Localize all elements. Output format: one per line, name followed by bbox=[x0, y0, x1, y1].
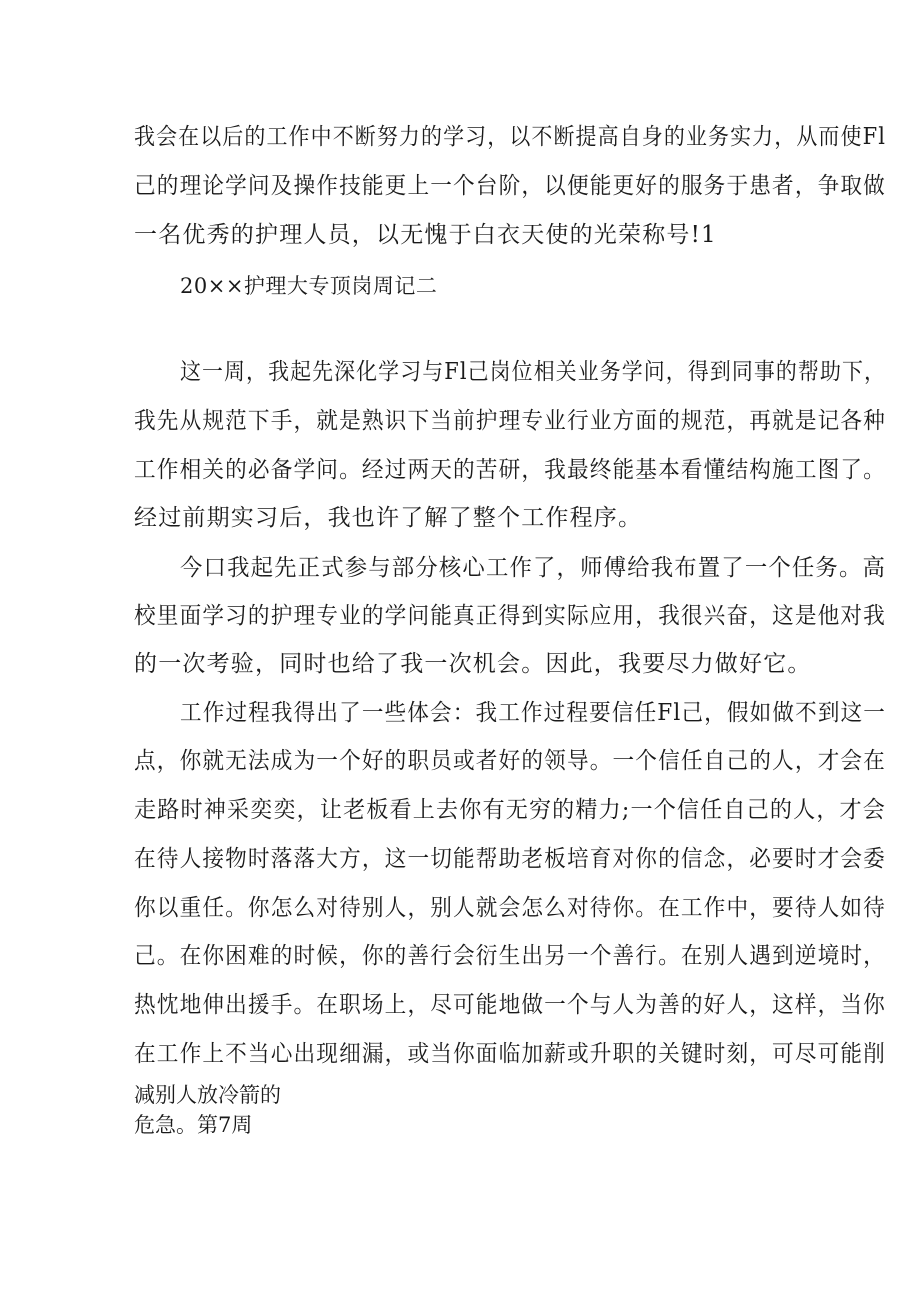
paragraph-3-line-4: 在待人接物时落落大方，这一切能帮助老板培育对你的信念，必要时才会委 bbox=[134, 846, 886, 872]
tail-line-1: 减别人放冷箭的 bbox=[134, 1083, 281, 1107]
paragraph-3-line-3: 走路时神采奕奕，让老板看上去你有无穷的精力;一个信任自己的人，才会 bbox=[134, 797, 887, 823]
paragraph-2-line-1: 今口我起先正式参与部分核心工作了，师傅给我布置了一个任务。高 bbox=[180, 555, 887, 581]
paragraph-3-line-5: 你以重任。你怎么对待别人，别人就会怎么对待你。在工作中，要待人如待 bbox=[134, 895, 886, 921]
paragraph-2-line-2: 校里面学习的护理专业的学问能真正得到实际应用，我很兴奋，这是他对我 bbox=[134, 603, 886, 629]
tail-line-2: 危急。第7周 bbox=[134, 1113, 253, 1137]
intro-line-1: 我会在以后的工作中不断努力的学习，以不断提高自身的业务实力，从而使Fl bbox=[134, 124, 887, 150]
paragraph-1-line-4: 经过前期实习后，我也许了解了整个工作程序。 bbox=[134, 505, 643, 531]
paragraph-3-line-8: 在工作上不当心出现细漏，或当你面临加薪或升职的关键时刻，可尽可能削 bbox=[134, 1041, 886, 1067]
paragraph-1-line-3: 工作相关的必备学问。经过两天的苦研，我最终能基本看懂结构施工图了。 bbox=[134, 457, 886, 483]
paragraph-3-line-7: 热忱地伸出援手。在职场上，尽可能地做一个与人为善的好人，这样，当你 bbox=[134, 992, 886, 1018]
paragraph-3-line-2: 点，你就无法成为一个好的职员或者好的领导。一个信任自己的人，才会在 bbox=[134, 748, 886, 774]
section-heading: 20××护理大专顶岗周记二 bbox=[180, 274, 438, 298]
paragraph-3-line-6: 己。在你困难的时候，你的善行会衍生出另一个善行。在别人遇到逆境时， bbox=[134, 943, 886, 969]
intro-line-3: 一名优秀的护理人员，以无愧于白衣天使的光荣称号!1 bbox=[134, 222, 717, 248]
paragraph-3-line-1: 工作过程我得出了一些体会：我工作过程要信任Fl己，假如做不到这一 bbox=[180, 700, 887, 726]
intro-line-2: 己的理论学问及操作技能更上一个台阶，以便能更好的服务于患者，争取做 bbox=[134, 173, 886, 199]
paragraph-1-line-2: 我先从规范下手，就是熟识下当前护理专业行业方面的规范，再就是记各种 bbox=[134, 408, 886, 434]
paragraph-1-line-1: 这一周，我起先深化学习与Fl己岗位相关业务学问，得到同事的帮助下， bbox=[180, 359, 887, 385]
paragraph-2-line-3: 的一次考验，同时也给了我一次机会。因此，我要尽力做好它。 bbox=[134, 651, 812, 677]
